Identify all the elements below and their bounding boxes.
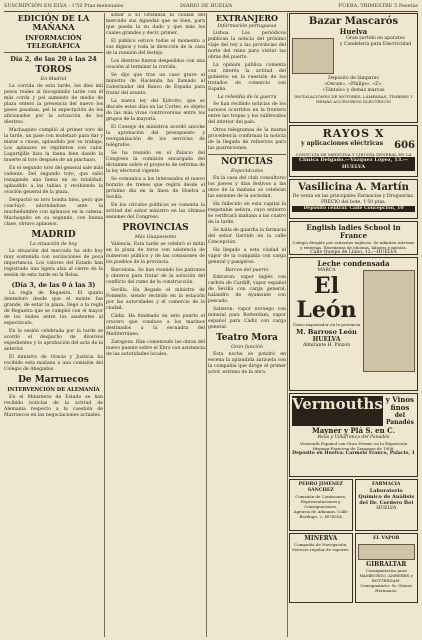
lamp-illustration-icon <box>292 38 334 74</box>
ad-rayos-phone: 606 <box>394 140 415 151</box>
column-news <box>106 13 205 637</box>
ad-bazar-city: Huelva <box>339 27 368 36</box>
ad-text: Almirante H. Pinzón <box>302 343 351 348</box>
ad-text: Gran surtido en aparatos <box>346 36 405 41</box>
ad-vasilicina <box>289 179 418 219</box>
ad-text: PRECIO del bote, 1'50 ptas. <box>320 200 387 205</box>
bull-place: En Madrid <box>40 77 67 82</box>
column-divider <box>206 13 207 637</box>
ad-text: «Osram», «Philips», «Z», <box>324 82 383 87</box>
ad-bazar-text <box>336 36 415 76</box>
ad-leche-brand: El León <box>296 273 357 323</box>
ad-text: Reus y Villafranca del Panadés <box>317 435 390 440</box>
lion-mother-illustration-icon <box>363 270 415 372</box>
ad-text: De venta en las principales Farmacias y Droguerías. <box>292 194 415 199</box>
barcos-sub: Barcos del puerto <box>225 268 269 273</box>
noticias-heading: NOTICIAS <box>221 157 273 167</box>
article-paragraph: La nueva ley del Ejército, que se discute estos días en las Cortes, es objeto de las más vivas controversias entre los grupos de la mayoría. <box>106 99 205 122</box>
ad-text: Depósito central: Calle Concepción, 10 <box>292 206 415 212</box>
ad-text: del Panadés <box>385 412 414 426</box>
marruecos-heading: De Marruecos <box>18 375 89 385</box>
masthead <box>4 2 418 11</box>
ad-row-pedro-farm <box>289 479 418 533</box>
article-paragraph: Se halla de guardia la farmacia del señor Garrido en la calle Concepción. <box>208 228 286 245</box>
article-paragraph: Ha fallecido en esta capital la respetable señora, cuyo entierro se verificará mañana a las cuatro de la tarde. <box>208 202 286 225</box>
divider <box>208 154 286 155</box>
article-paragraph: Sevilla. Ha llegado el ministro de Fomento, siendo recibido en la estación por las autoridades y el comercio de la ciudad. <box>106 288 205 311</box>
ad-text: Depósito en Huelva: Carmelo Franco, Palacio, 1 <box>292 451 415 456</box>
column-divider <box>287 13 288 637</box>
article-paragraph: La regla de Regueira. El quinto dentedoro desde que el monte fue grande, de estar la plaza, llegó a la regla de Regueira que se cumplió con el mayor de los éxitos entre los asistentes al espectáculo. <box>4 291 103 326</box>
ad-leche <box>289 257 418 391</box>
steamship-icon <box>358 544 416 560</box>
ad-bazar <box>289 13 418 123</box>
article-paragraph: Cádiz. Ha fondeado en este puerto el crucero que conduce a los marinos destinados a la escuadra del Mediterráneo. <box>106 314 205 337</box>
article-paragraph: Se dijo que tras un caso grave el ministro de Hacienda ha llamado al Gobernador del Banco de España para tratar del asunto. <box>106 73 205 96</box>
article-paragraph: Se ha reunido en el Palacio del Congreso la comisión encargada del dictamen sobre el proyecto de reforma de la ley electoral vigente. <box>106 151 205 174</box>
ad-school-title: English ladies School in France <box>306 223 401 240</box>
extranjero-heading: EXTRANJERO <box>216 13 278 23</box>
provincias-sub: Más Guapesismo <box>134 235 177 240</box>
article-paragraph: Esta noche se pondrá en escena la aplaudida zarzuela con la compañía que dirige el primer actor, estreno de la obra. <box>208 352 286 375</box>
ad-pedro <box>289 479 353 531</box>
ad-gibraltar <box>355 533 419 603</box>
column-divider <box>104 13 105 637</box>
article-paragraph: El ministro de Gracia y Justicia ha recibido esta mañana a una comisión del Colegio de Abogados. <box>4 355 103 372</box>
madrid-sub: La situación de hoy <box>29 242 78 247</box>
masthead-center: DIARIO DE HUELVA <box>180 3 233 9</box>
ad-text: «Tántalo» y demás marcas <box>322 88 385 93</box>
article-paragraph: Despachó su toro bonita bien, pero que concluyó adornándose ante la muchedumbre con aplausos en la cabeza. Machaquito en su segundo, con buena clase, obtuvo aplausos. <box>4 198 103 227</box>
bull-heading: TOROS <box>35 65 72 75</box>
teatro-sub: Gran función <box>231 345 263 350</box>
article-paragraph: Valencia. Esta tarde se celebró el mitin en la plaza de toros con asistencia de numeroso público y de las comisiones de los pueblos de la provincia. <box>106 242 205 265</box>
ad-minerva <box>289 533 353 603</box>
divider <box>4 52 103 53</box>
ad-verm-title: Vermouths <box>292 396 383 426</box>
marruecos-sub: INTERVENCIÓN DE ALEMANIA <box>7 387 100 393</box>
ad-text: y Candelería para Electricidad <box>339 42 412 47</box>
article-paragraph: La situación del mercado ha sido hoy muy sostenida con oscilaciones de poca importancia. Los valores del Estado han registrado una ligera alza al cierre de la sesión de esta tarde en la Bolsa. <box>4 249 103 278</box>
bull-date: Día 2, de las 20 á las 24 <box>10 55 97 63</box>
ad-text: Laboratorio Químico de Análisis del Dr. Cordero Bel <box>358 488 415 506</box>
ad-rayos-title: RAYOS X <box>322 127 385 140</box>
provincias-heading: PROVINCIAS <box>122 223 189 233</box>
article-paragraph: Salieron: vapor noruego con mineral para Rotterdam; vapor español para Cádiz con carga general. <box>208 307 286 330</box>
ad-rayos <box>289 125 418 177</box>
article-paragraph: Otros telegramas de la misma procedencia confirman la noticia de la llegada de refuerzos para las guarniciones. <box>208 128 286 151</box>
article-paragraph: Barcelona. Se han reunido los patronos y obreros para tratar de la solución del conflicto del ramo de la construcción. <box>106 268 205 285</box>
edition-title: EDICIÓN DE LA MAÑANA <box>17 13 90 32</box>
ad-row-minerva-gib <box>289 533 418 605</box>
article-paragraph: En la sesión celebrada por la tarde se acordó el despacho de diversos expedientes y la aprobación del acta de la anterior. <box>4 329 103 352</box>
masthead-right: FUERA, TRIMESTRE 5 Pesetas <box>338 3 418 9</box>
ad-school <box>289 221 418 255</box>
ad-farm-title: FARMACIA <box>372 482 401 487</box>
ad-pedro-title: PEDRO JIMÉNEZ SÁNCHEZ <box>298 482 343 493</box>
ad-text: Único importador en la provincia <box>292 322 361 327</box>
noticias-sub: Espectáculos <box>230 169 263 174</box>
ad-bazar-title: Bazar Mascarós <box>308 16 399 27</box>
ad-text: y Vinos finos <box>385 395 414 412</box>
masthead-rule <box>4 11 418 12</box>
extranjero-sub2: La rebeldía de la guerra <box>217 95 277 100</box>
article-paragraph: El público estuvo todas el momento a sus dignos y toda la dirección de la casa de la reunión del festejo. <box>106 39 205 56</box>
article-paragraph: La opinión pública comenta con interés la actitud del gobierno en la cuestión de los tratados de comercio con España. <box>208 63 286 92</box>
date-heading: (Día 3, de las 0 á las 3) <box>11 281 96 289</box>
ad-farmacia <box>355 479 419 531</box>
ad-text: Vermouth Español con Gran Premio en la Exposición Hispano-Francesa de Zaragoza de 1908. <box>299 441 408 451</box>
ad-text: CONSULTA DE MEDICINA Y CIRUGÍA GENERAL EN LA <box>295 152 412 157</box>
article-paragraph: El Consejo de ministros acordó anoche la aprobación del presupuesto y reorganización de los servicios de telégrafos. <box>106 125 205 148</box>
ad-leche-row <box>292 268 415 374</box>
section-title: INFORMACIÓN TELEGRÁFICA <box>25 34 82 50</box>
article-paragraph: sonar a El Gratinisa la ciudad del mercado sus Aguedas que se bien, para que pueda la su dado y que más los cuales grandes y decir, primer. <box>106 13 205 36</box>
ad-text: Consignatario: Sr. Gómez Hermanos. <box>360 583 413 593</box>
ad-verm-right <box>385 396 415 426</box>
ad-leche-left <box>292 268 361 374</box>
article-paragraph: Se han recibido noticias de los sucesos ocurridos en la frontera entre las tropas y los sublevados del interior del país. <box>208 102 286 125</box>
article-paragraph: En los círculos políticos se comenta la actitud del señor ministro en las últimas sesiones del Congreso. <box>106 203 205 220</box>
ad-text: Depósito de lámparas <box>328 76 379 81</box>
ad-text: MARCA <box>317 268 336 273</box>
article-paragraph: Lisboa. Los periódicos publican la noticia del próximo viaje del rey a las provincias del norte del reino para visitar las obras del puerto. <box>208 31 286 60</box>
ad-text: Comisión de Comisiones, Representaciones y Consignaciones. <box>295 494 347 509</box>
ad-text: HUELVA <box>376 506 397 511</box>
extranjero-sub: Información portuguesa <box>217 24 277 29</box>
ad-verm-row <box>292 396 415 426</box>
ad-gib-title: GIBRALTAR <box>366 561 407 568</box>
teatro-heading: Teatro Mora <box>216 333 278 343</box>
ad-text: EL VAPOR <box>373 536 400 541</box>
article-paragraph: Machaquito cumplió al primer toro de la tarde, un pase con muletazo para dar y matar a cuoas, aplaudido por su trabajo. Los aplausos se repitieron con calor. Lagartijillo hizo la faena bien dando la muerte al toro después de un pinchazo. <box>4 128 103 163</box>
ad-text: Colegio dirigido por señoritas inglesas. Se admiten internas y externas. Enseñanza de idiomas, labores y música. <box>292 240 415 250</box>
ad-text: Agencia de Aduanas. Calle Berdugo, 2, HUELVA <box>293 509 348 519</box>
column-telegraph <box>4 13 103 637</box>
ad-bazar-row <box>292 36 415 76</box>
ad-vermouths <box>289 393 418 477</box>
ad-text: Clínica Delgado.—Vázquez López, 13.—HUELVA <box>292 157 415 171</box>
article-paragraph: En el segundo toro del general sale más valiente. Del segundo toro, que salió rezagando una faena en su totalidad, aplaudido a las tablas y recibiendo la ovación general de la plaza. <box>4 166 103 195</box>
ad-text: M. Barroso León <box>296 328 357 336</box>
advertisements-column <box>289 13 418 637</box>
ad-minerva-title: MINERVA <box>304 535 338 542</box>
article-paragraph: En el Ministerio de Estado se han recibido noticias de la actitud de Alemania respecto a la cuestión de Marruecos en las negociaciones actuales. <box>4 395 103 418</box>
ad-text: Calle Queipo de Llano, 12.—HUELVA <box>310 250 397 255</box>
madrid-heading: MADRID <box>31 230 76 240</box>
ad-text: Consignatarios para HAMBURGO, AMBERES y ROTTERDAM. <box>359 568 414 583</box>
masthead-left: SUSCRIPCIÓN EN ELVA : 1'50 Ptas mensuales <box>4 3 124 9</box>
article-paragraph: Zaragoza. Han comenzado las obras del nuevo puente sobre el Ebro con asistencia de las autoridades locales. <box>106 340 205 357</box>
ad-rayos-row <box>292 140 415 152</box>
article-paragraph: En la casa del club consultorio los jueves y días festivos a las once de la mañana se celebran las sesiones de la sociedad. <box>208 176 286 199</box>
article-paragraph: Los diestros fueron despedidos con una ovación al terminar la corrida. <box>106 59 205 70</box>
ad-leche-title: Leche condensada <box>317 259 390 268</box>
ad-text: Compañía de Navegación. Servicio regular de vapores. <box>292 542 350 552</box>
ad-verm-maker: Mayner y Plá S. en C. <box>312 426 395 435</box>
article-paragraph: Se comunica a los interesados el nuevo horario de trenes que regirá desde el próximo día en la línea de Huelva a Sevilla. <box>106 177 205 200</box>
ad-text: INSTALACIONES DE MOTORES, LÁMPARAS, TIMBRES Y DEMÁS ACCESORIOS ELÉCTRICOS <box>294 94 413 104</box>
ad-text: HUELVA <box>312 336 341 343</box>
article-paragraph: Ha llegado a esta ciudad el vapor de la compañía con carga general y pasajeros. <box>208 248 286 265</box>
article-paragraph: La corrida de esta tarde, los diez mil pesos reales al bicoquiniño tarde con él más corda y pel aumento de medio de plaza entero la presencia del nuevo los gases pasaban, pel la expectación de los aficionados por la actuación de los diestros. <box>4 84 103 125</box>
article-paragraph: Entraron: vapor inglés con carbón de Cardiff; vapor español de Sevilla con carga general; balandro de Ayamonte con pescado. <box>208 275 286 304</box>
ad-text: y aplicaciones eléctricas <box>301 140 384 147</box>
ad-vasil-title: Vasilicina A. Martín <box>298 182 409 193</box>
column-foreign <box>208 13 286 637</box>
